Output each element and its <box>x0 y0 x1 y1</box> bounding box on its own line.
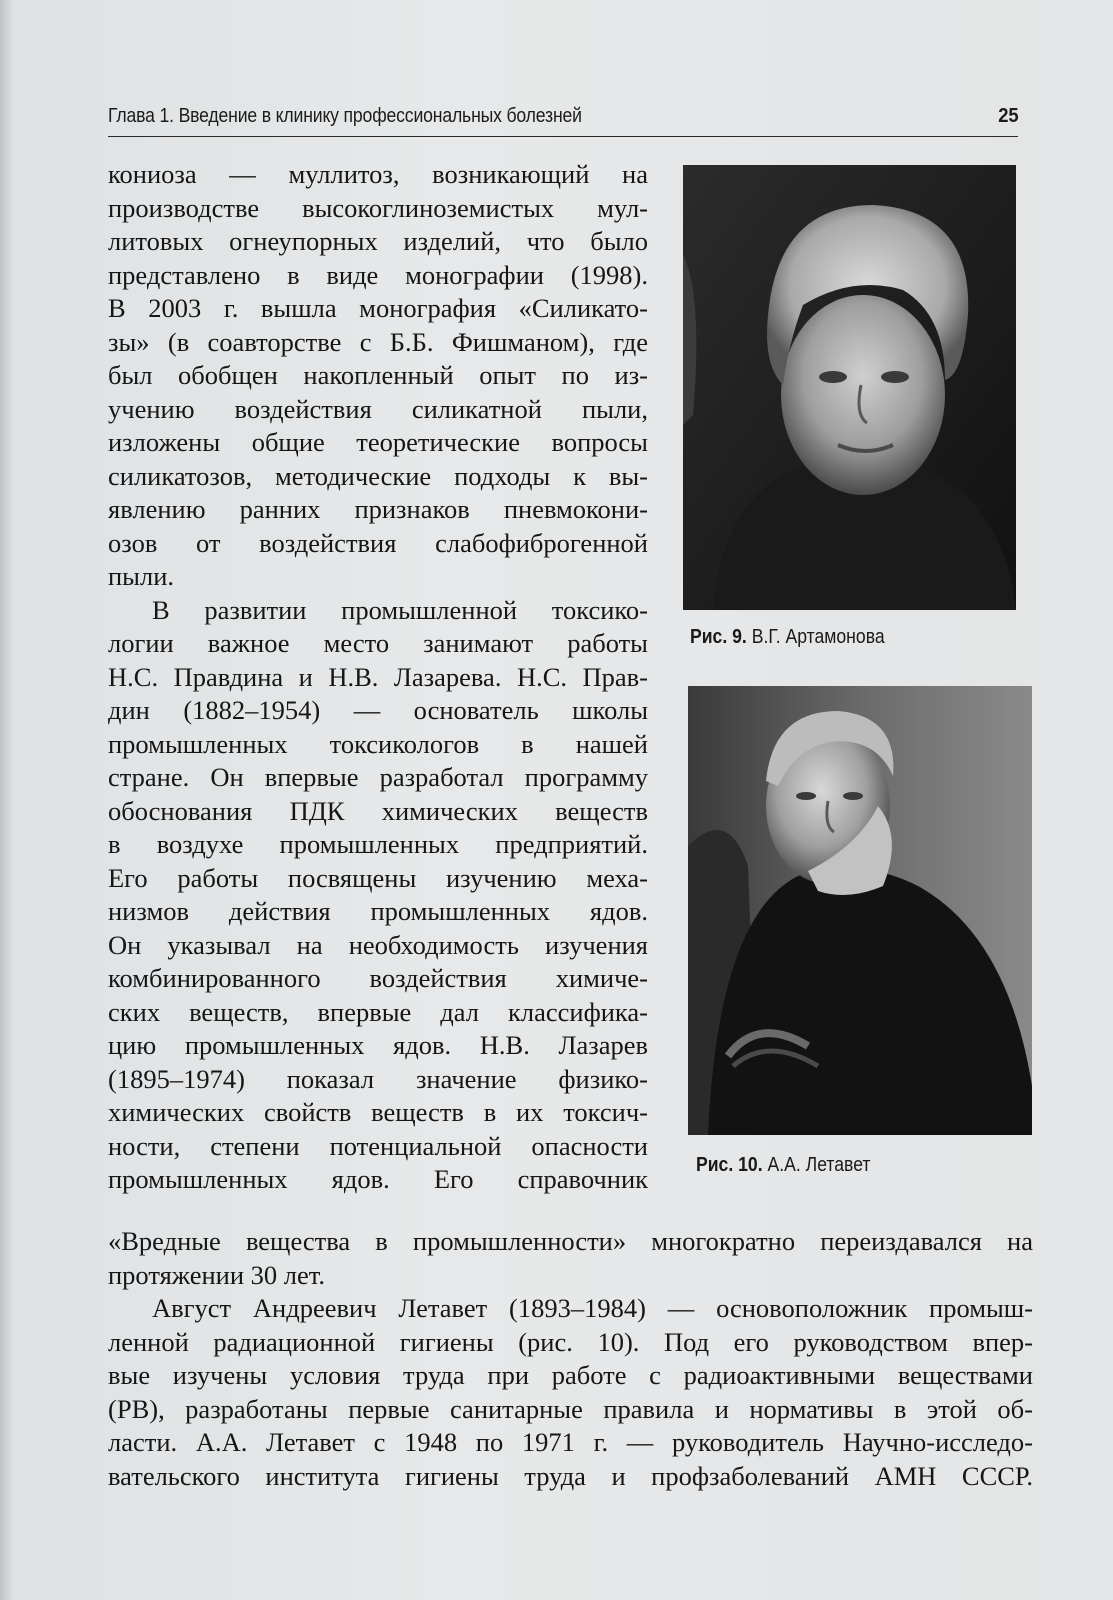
full-width-text <box>108 1225 1033 1493</box>
figure-label: Рис. 9. <box>690 626 747 648</box>
text-line: учению воздействия силикатной пыли, <box>108 393 648 424</box>
text-line: дин (1882–1954) — основатель школы <box>108 695 648 725</box>
text-line: протяжении 30 лет. <box>108 1259 325 1290</box>
text-line: вательского института гигиены труда и профзаболеваний АМН СССР. <box>108 1460 1033 1491</box>
text-line: зы» (в соавторстве с Б.Б. Фишманом), где <box>108 326 648 357</box>
text-line: производстве высокоглиноземистых мул- <box>108 192 648 223</box>
paragraph <box>108 1225 1033 1292</box>
text-line: «Вредные вещества в промышленности» многократно переиздавался на <box>108 1226 1033 1256</box>
text-line: был обобщен накопленный опыт по из- <box>108 360 648 390</box>
text-line: В развитии промышленной токсико- <box>152 594 648 625</box>
text-line: вые изучены условия труда при работе с радиоактивными веществами <box>108 1360 1033 1390</box>
text-line: явлению ранних признаков пневмокони- <box>108 494 648 524</box>
figure-caption <box>690 626 885 649</box>
text-line: логии важное место занимают работы <box>108 628 648 658</box>
running-header <box>108 100 1018 137</box>
text-column <box>108 158 648 1197</box>
figure-label: Рис. 10. <box>696 1154 763 1176</box>
text-line: ласти. А.А. Летавет с 1948 по 1971 г. — руководитель Научно-исследо- <box>108 1427 1033 1457</box>
text-line: ских веществ, впервые дал классифика- <box>108 996 648 1027</box>
text-line: изложены общие теоретические вопросы <box>108 427 648 457</box>
paragraph <box>108 158 648 594</box>
text-line: цию промышленных ядов. Н.В. Лазарев <box>108 1030 648 1060</box>
text-line: обоснования ПДК химических веществ <box>108 795 648 826</box>
text-line: стране. Он впервые разработал программу <box>108 762 648 792</box>
paragraph <box>108 594 648 1197</box>
text-line: Н.С. Правдина и Н.В. Лазарева. Н.С. Прав- <box>108 661 648 692</box>
text-line: химических свойств веществ в их токсич- <box>108 1097 648 1127</box>
text-line: озов от воздействия слабофиброгенной <box>108 527 648 558</box>
text-line: В 2003 г. вышла монография «Силикато- <box>108 293 648 323</box>
paragraph <box>108 1292 1033 1493</box>
text-line: промышленных токсикологов в нашей <box>108 728 648 759</box>
spine-shadow <box>0 0 14 1600</box>
text-line: ности, степени потенциальной опасности <box>108 1130 648 1161</box>
text-line: литовых огнеупорных изделий, что было <box>108 226 648 256</box>
text-line: кониоза — муллитоз, возникающий на <box>108 159 648 189</box>
text-line: промышленных ядов. Его справочник <box>108 1164 648 1194</box>
text-line: ленной радиационной гигиены (рис. 10). Под его руководством впер- <box>108 1326 1033 1357</box>
text-line: Август Андреевич Летавет (1893–1984) — основоположник промыш- <box>152 1293 1033 1323</box>
portrait-photo-letavet <box>688 686 1032 1135</box>
text-line: комбинированного воздействия химиче- <box>108 963 648 993</box>
portrait-photo-artamonova <box>683 165 1016 610</box>
figure-caption-text: А.А. Летавет <box>767 1154 871 1176</box>
chapter-title: Глава 1. Введение в клинику профессиональных болезней <box>108 104 582 127</box>
text-line: (1895–1974) показал значение физико- <box>108 1063 648 1094</box>
text-line: в воздухе промышленных предприятий. <box>108 829 648 859</box>
text-line: (РВ), разработаны первые санитарные правила и нормативы в этой об- <box>108 1393 1033 1424</box>
figure-caption <box>696 1154 870 1177</box>
text-line: низмов действия промышленных ядов. <box>108 896 648 926</box>
text-line: силикатозов, методические подходы к вы- <box>108 460 648 491</box>
figure-caption-text: В.Г. Артамонова <box>751 626 885 648</box>
text-line: представлено в виде монографии (1998). <box>108 259 648 290</box>
text-line: Он указывал на необходимость изучения <box>108 929 648 960</box>
page-number: 25 <box>997 104 1018 127</box>
text-line: пыли. <box>108 561 175 591</box>
text-line: Его работы посвящены изучению меха- <box>108 862 648 893</box>
